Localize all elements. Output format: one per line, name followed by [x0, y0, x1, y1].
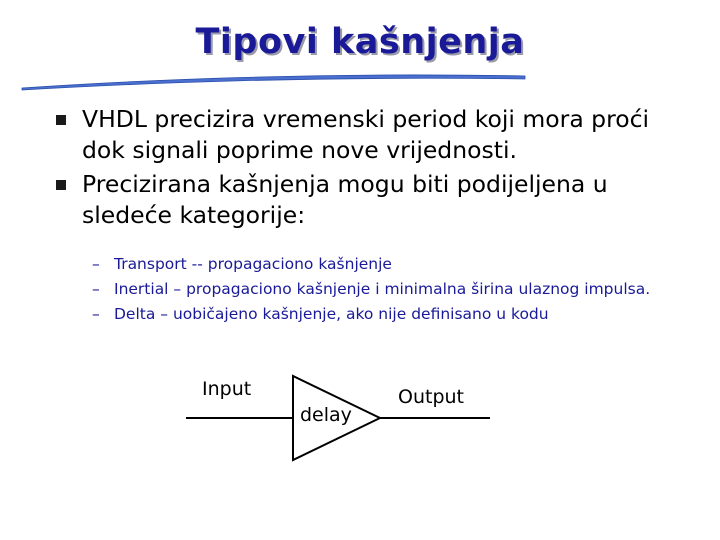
subbullet-text: Inertial – propagaciono kašnjenje i minimalna širina ulaznog impulsa.: [114, 280, 651, 298]
subbullet-item: [92, 277, 702, 302]
dash-marker: –: [92, 255, 100, 273]
subbullet-text: Delta – uobičajeno kašnjenje, ako nije definisano u kodu: [114, 305, 549, 323]
subbullet-item: [92, 252, 702, 277]
bullet-text: Precizirana kašnjenja mogu biti podijeljena u sledeće kategorije:: [82, 170, 608, 229]
title-underline-swoosh: [20, 68, 530, 92]
delay-diagram: [180, 368, 500, 468]
subbullet-text: Transport -- propagaciono kašnjenje: [114, 255, 392, 273]
subbullet-item: [92, 302, 702, 327]
input-label: Input: [202, 378, 252, 400]
dash-marker: –: [92, 280, 100, 298]
bullet-item: [52, 104, 692, 166]
bullet-list: [52, 104, 692, 234]
slide-title: Tipovi kašnjenja: [195, 22, 525, 62]
delay-label: delay: [300, 404, 352, 426]
subbullet-list: [92, 252, 702, 327]
bullet-item: [52, 169, 692, 231]
square-bullet-icon: [56, 180, 66, 190]
bullet-text: VHDL precizira vremenski period koji mora proći dok signali poprime nove vrijednosti.: [82, 105, 650, 164]
dash-marker: –: [92, 305, 100, 323]
square-bullet-icon: [56, 115, 66, 125]
output-label: Output: [398, 386, 464, 408]
